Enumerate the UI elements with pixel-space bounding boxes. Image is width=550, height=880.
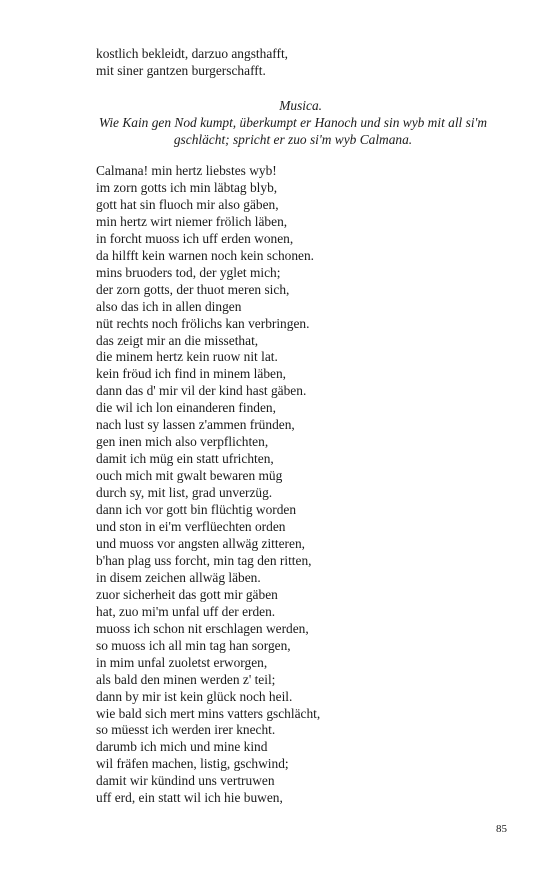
verse-line: mit siner gantzen burgerschafft.	[96, 62, 266, 78]
verse-continuation	[96, 46, 288, 80]
page-number: 85	[496, 823, 507, 835]
verse-line: dann das d' mir vil der kind hast gäben.	[96, 383, 307, 399]
verse-line: kein fröud ich find in minem läben,	[96, 366, 287, 382]
verse-line: nüt rechts noch frölichs kan verbringen.	[96, 315, 310, 331]
section-header	[0, 97, 550, 148]
verse-line: ouch mich mit gwalt bewaren müg	[96, 468, 283, 484]
verse-line: so müesst ich werden irer knecht.	[96, 722, 276, 738]
verse-line: hat, zuo mi'm unfal uff der erden.	[96, 603, 276, 619]
verse-line: da hilfft kein warnen noch kein schonen.	[96, 247, 315, 263]
verse-line: so muoss ich all min tag han sorgen,	[96, 637, 291, 653]
verse-line: im zorn gotts ich min läbtag blyb,	[96, 179, 278, 195]
verse-line: dann by mir ist kein glück noch heil.	[96, 688, 293, 704]
verse-line: das zeigt mir an die missethat,	[96, 332, 259, 348]
verse-line: in forcht muoss ich uff erden wonen,	[96, 230, 294, 246]
verse-line: die minem hertz kein ruow nit lat.	[96, 349, 278, 365]
verse-line: wil fräfen machen, listig, gschwind;	[96, 756, 289, 772]
verse-line: gen inen mich also verpflichten,	[96, 434, 269, 450]
verse-line: min hertz wirt niemer frölich läben,	[96, 213, 288, 229]
verse-line: und ston in ei'm verflüechten orden	[96, 519, 286, 535]
verse-line: in disem zeichen allwäg läben.	[96, 569, 261, 585]
section-heading: Musica.	[279, 98, 322, 113]
verse-line: kostlich bekleidt, darzuo angsthafft,	[96, 46, 289, 61]
verse-line: nach lust sy lassen z'ammen fründen,	[96, 417, 295, 433]
verse-line: Calmana! min hertz liebstes wyb!	[96, 163, 277, 178]
verse-line: der zorn gotts, der thuot meren sich,	[96, 281, 290, 297]
verse-line: mins bruoders tod, der yglet mich;	[96, 264, 281, 280]
verse-line: uff erd, ein statt wil ich hie buwen,	[96, 790, 283, 806]
verse-line: die wil ich lon einanderen finden,	[96, 400, 276, 416]
verse-line: also das ich in allen dingen	[96, 298, 242, 314]
verse-line: als bald den minen werden z' teil;	[96, 671, 276, 687]
verse-line: und muoss vor angsten allwäg zitteren,	[96, 535, 305, 551]
verse-line: b'han plag uss forcht, min tag den ritten,	[96, 552, 312, 568]
stage-direction: Wie Kain gen Nod kumpt, überkumpt er Hanoch und sin wyb mit all si'm gschlächt; spricht er zuo si'm wyb Calmana.	[98, 115, 488, 147]
verse-line: in mim unfal zuoletst erworgen,	[96, 654, 268, 670]
verse-line: damit ich müg ein statt ufrichten,	[96, 451, 274, 467]
verse-line: wie bald sich mert mins vatters gschlächt,	[96, 705, 321, 721]
verse-block	[96, 163, 320, 807]
verse-line: muoss ich schon nit erschlagen werden,	[96, 620, 309, 636]
verse-line: gott hat sin fluoch mir also gäben,	[96, 196, 279, 212]
verse-line: damit wir kündind uns vertruwen	[96, 773, 275, 789]
verse-line: dann ich vor gott bin flüchtig worden	[96, 502, 297, 518]
verse-line: durch sy, mit list, grad unverzüg.	[96, 485, 273, 501]
verse-line: darumb ich mich und mine kind	[96, 739, 268, 755]
verse-line: zuor sicherheit das gott mir gäben	[96, 586, 278, 602]
